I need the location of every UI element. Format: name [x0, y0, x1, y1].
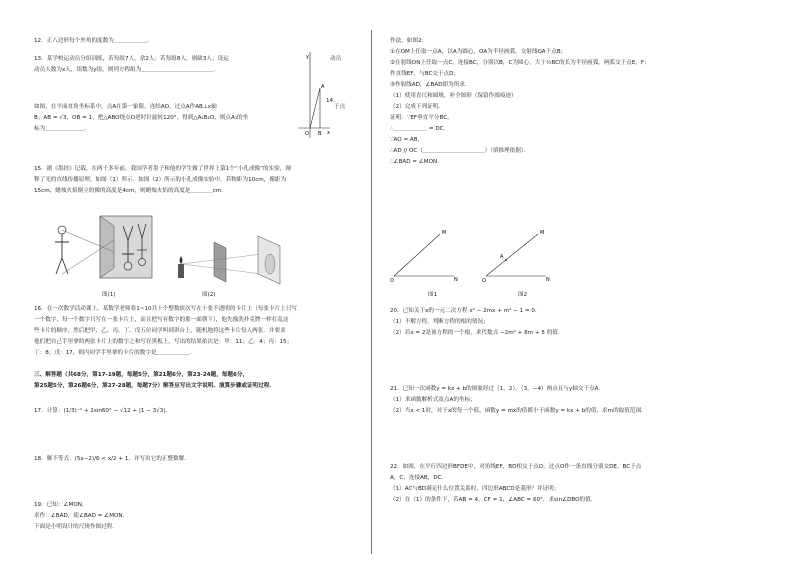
sec3-line2: 第25题5分，第26题6分，第27-28题，每题7分）解答应写出文字说明、演算步骤或证明过程． — [34, 382, 275, 389]
pinhole-board — [214, 242, 226, 282]
label-A-fig2: A — [500, 254, 504, 260]
flame-icon — [180, 256, 183, 264]
q13-right-text — [330, 56, 360, 67]
q21-line2: （1）求函数解析式及点A的坐标； — [390, 396, 476, 403]
proof-line-2: ∴＿＿＿＿＿＿ = DC． — [390, 125, 450, 132]
proof-line-5: ∴∠BAD = ∠MON． — [390, 158, 443, 165]
q14-line1: 如图，在平面直角坐标系中，点A在第一象限，连结AO，过点A作AB⊥x轴 — [34, 104, 217, 110]
question-17 — [34, 408, 359, 419]
label-M-fig2: M — [540, 230, 545, 236]
q17-text: 17．计算：(1/3)⁻¹ + 2sin60° − √12 + |1 − 3√3|． — [34, 408, 171, 414]
step-3: ③作射线AD，∠BAD即为所求． — [390, 81, 471, 88]
q16-line4: 他们把自己手里拿的两张卡片上的数字之和写在黑板上，写出的结果依次是：甲：11；乙：4；丙：15； — [34, 338, 293, 345]
q20-line3: （2）若x = 2是该方程的一个根，求代数式 −2m² + 8m + 5 的值． — [390, 329, 564, 336]
label-B: B — [318, 131, 322, 137]
pinhole-figure-1 — [42, 210, 162, 288]
fig1-caption: 图(1) — [102, 292, 116, 298]
task-1: （1）使用直尺和圆规，补全图形（保留作图痕迹） — [390, 92, 517, 99]
question-18 — [34, 456, 359, 467]
label-N-fig2: N — [546, 277, 550, 283]
fig1-caption-box — [102, 292, 142, 303]
step-1: ①在OM上任取一点A，以A为圆心，OA为半径画弧，交射线OA于点B； — [390, 48, 567, 55]
construction-steps — [390, 38, 725, 170]
question-22 — [390, 464, 725, 508]
label-x: x — [327, 130, 330, 136]
sec3-line1: 三、解答题（共68分，第17-19题，每题5分，第21题6分，第23-24题，每题6分， — [34, 372, 249, 378]
q22-line3: （1）AC与BD满足什么位置关系时，四边形ABCD是菱形？并证明； — [390, 485, 560, 492]
proof-line-1: 证明：∵EF垂直平分BC， — [390, 114, 453, 121]
q14-label: 14． — [326, 98, 339, 104]
question-15 — [34, 166, 359, 199]
q18-text: 18．解不等式：(5x−2)/6 < x/2 + 1，并写出它的正整数解． — [34, 456, 190, 462]
q15-line3: 15cm，蜡烛火焰倒立的像的高度是4cm，则蜡烛火焰的高度是＿＿＿＿cm． — [34, 187, 227, 194]
step-intro: 作法，如图2： — [390, 38, 428, 44]
q19-line2: 求作：∠BAD，使∠BAD = ∠MON． — [34, 512, 129, 519]
fig-caption-1-box — [428, 292, 458, 303]
label-A: A — [321, 84, 325, 90]
q16-line2: 一个数字，每一个数字只写在一张卡片上，而且把写有数字的那一面朝下），他先像洗扑克牌一样打乱这 — [34, 316, 289, 323]
label-M-fig1: M — [442, 230, 447, 236]
proof-line-4: ∴AD // OC（＿＿＿＿＿＿＿＿＿＿＿）（填推理依据）． — [390, 147, 530, 154]
step-2b: 作直线EF，与BC交于点D； — [390, 70, 460, 77]
fig2-caption-box — [202, 292, 242, 303]
q12-text: 12．正八边形每个外角的度数为＿＿＿＿＿＿． — [34, 38, 153, 44]
q15-line1: 15．据《墨经》记载，在两千多年前，我国学者墨子和他的学生做了世界上第1个“小孔成像”的实验，阐 — [34, 166, 292, 172]
q15-line2: 释了光的直线传播原理，如图（1）所示．如图（2）所示的小孔成像实验中，若物距为10cm，像距为 — [34, 176, 287, 183]
q13-right-a: 动员 — [330, 56, 342, 62]
image-spot — [265, 254, 275, 274]
q14-line3: 标为＿＿＿＿＿＿＿． — [34, 125, 90, 132]
question-20 — [390, 308, 725, 341]
q19-line3: 下面是小明设计的尺规作图过程． — [34, 523, 118, 530]
label-O-fig1: O — [390, 278, 394, 284]
label-O-fig2: O — [482, 278, 486, 284]
q21-line3: （2）当x < 1时，对于x的每一个值，函数y = mx的值都小于函数y = kx + b的值，求m的取值范围． — [390, 407, 647, 414]
pinhole-figure-2 — [174, 234, 284, 286]
question-12 — [34, 38, 359, 49]
fig2-caption: 图(2) — [202, 292, 216, 298]
candle-icon — [178, 264, 184, 278]
fig-caption-2: 图2 — [518, 292, 528, 298]
question-14 — [34, 104, 359, 137]
q14-right: 于点 — [334, 104, 346, 110]
fig-caption-1: 图1 — [428, 292, 438, 298]
q14-right-box — [334, 104, 359, 115]
q13-line1: 13．某学校运动员分组训练，若每组7人，余2人；若每组8人，则缺3人；设运 — [34, 56, 229, 62]
question-21 — [390, 386, 725, 419]
ray-OM-2 — [486, 234, 538, 276]
fig-caption-2-box — [518, 292, 548, 303]
section-3-heading — [34, 372, 359, 394]
task-2: （2）完成下列证明． — [390, 103, 444, 110]
q20-line1: 20．已知关于x的一元二次方程 x² − 2mx + m² − 1 = 0． — [390, 308, 541, 314]
q14-line2: B；AB = √3，OB = 1，把△ABO绕点O逆时针旋转120°，得到△A₁B₁O，则点A₁的坐 — [34, 114, 249, 121]
angle-figure-2 — [482, 228, 562, 284]
q22-line4: （2）在（1）的条件下，若AB = 4，CF = 1，∠ABC = 60°，求sin∠DBO的值． — [390, 496, 597, 503]
q21-line1: 21．已知一次函数y = kx + b的图象经过（1，2），（3，−4）两点且与y轴交于点A． — [390, 386, 605, 392]
label-N-fig1: N — [454, 277, 458, 283]
question-19 — [34, 502, 359, 535]
q22-line1: 22．如图，在平行四边形BFDE中，对角线EF，BD相交于点O，过点O作一条直线分别交DE，BC于点 — [390, 464, 642, 470]
label-y: y — [306, 54, 309, 60]
q20-line2: （1）不解方程，判断方程的根的情况； — [390, 318, 489, 325]
person-body-icon — [55, 234, 69, 274]
q19-line1: 19．已知：∠MON， — [34, 502, 88, 508]
ray-OM — [394, 234, 440, 276]
q16-line1: 16．在一次数学活动课上，某数学老师将1~10共十个整数依次写在十张不透明的卡片上（每张卡片上只写 — [34, 306, 298, 312]
q13-line2: 动员人数为x人，组数为y组，则列方程组为＿＿＿＿＿＿＿＿＿＿＿＿＿． — [34, 66, 220, 73]
label-O: O — [305, 131, 309, 137]
step-2: ②在射线ON上任取一点C，连接BC，分别以B，C为圆心，大于½BC的长为半径画弧，两弧交于点E，F； — [390, 59, 650, 66]
q16-line5: 丁：8；戊：17，则丙同学手里拿的卡片的数字是＿＿＿＿＿＿． — [34, 349, 196, 356]
point-A — [505, 259, 507, 261]
column-divider — [371, 30, 372, 554]
angle-figure-1 — [390, 228, 470, 284]
proof-line-3: ∵AO = AB， — [390, 136, 424, 143]
q16-line3: 些卡片的顺序，然后把甲、乙、丙、丁、戊五位同学叫到讲台上，随机地将这些卡片每人两张．并要求 — [34, 327, 286, 334]
q22-line2: A，C，连接AB，DC． — [390, 474, 448, 481]
question-16 — [34, 306, 359, 361]
